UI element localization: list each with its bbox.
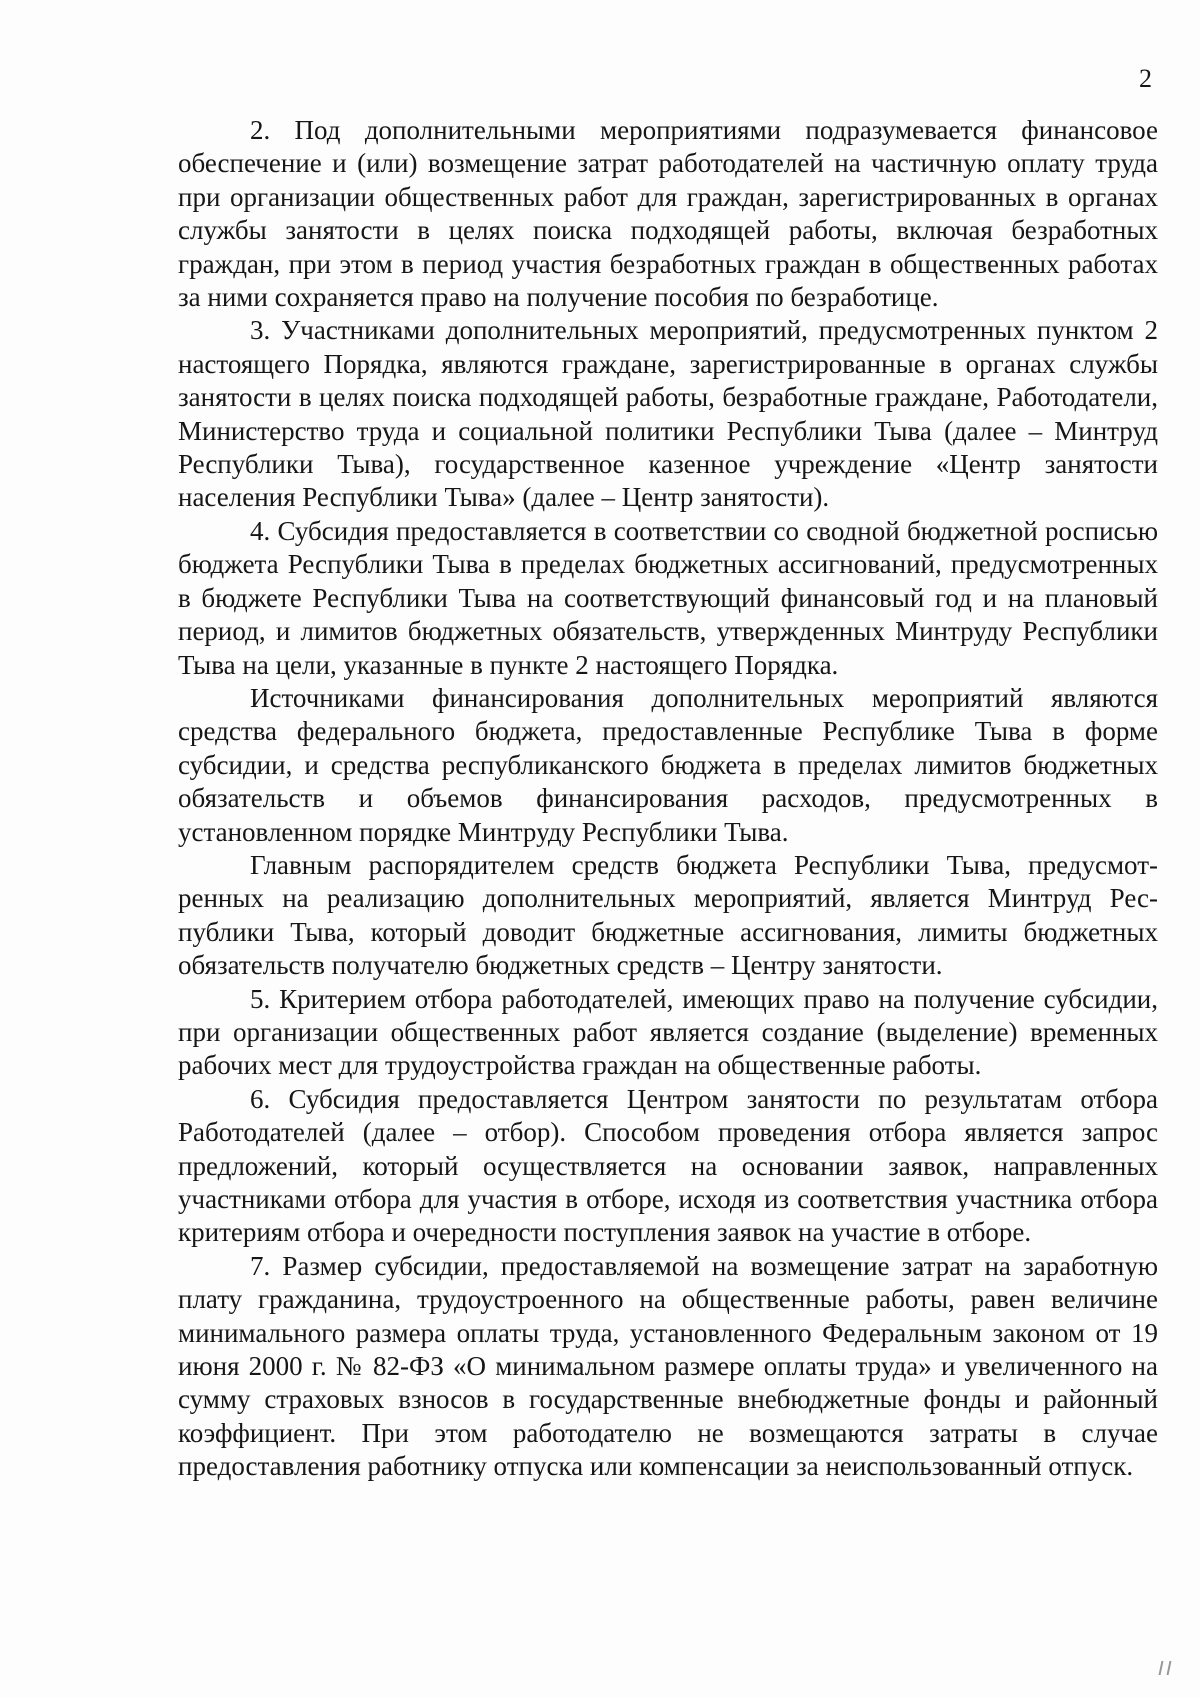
document-body bbox=[178, 114, 1158, 1484]
paragraph-item-5: 5. Критерием отбора работодателей, имеющих право на получение субсидии, при организации общественных работ является создание (выделение) временных рабочих мест для трудоустройства граждан на общественные работы. bbox=[178, 983, 1158, 1081]
paragraph-item-6: 6. Субсидия предоставляется Центром занятости по результатам отбора Работодателей (далее – отбор). Способом проведения отбора является запрос предложений, который осуществляется на основании заявок, направленных участниками отбора для участия в отборе, исходя из соответствия участника отбора критериям отбора и очередности поступления заявок на участие в отборе. bbox=[178, 1083, 1158, 1248]
page-number: 2 bbox=[1139, 64, 1152, 93]
paragraph-item-3: 3. Участниками дополнительных мероприятий, предусмотренных пунктом 2 настоящего Порядка, являются граждане, зарегистрированные в органах службы занятости в целях поиска подходящей работы, безработные граждане, Работодатели, Министерство труда и социальной политики Республики Тыва (далее – Минтруд Республики Тыва), государственное казенное учреждение «Центр занятости населения Республики Тыва» (далее – Центр занятости). bbox=[178, 315, 1158, 513]
scan-mark-icon bbox=[1159, 1661, 1172, 1675]
paragraph-funding-sources: Источниками финансирования дополнительных мероприятий являются средства федерального бюджета, предоставленные Республике Тыва в форме субсидии, и средства республиканского бюджета в пределах лимитов бюджетных обязательств и объемов финансирования расходов, предусмотренных в установленном порядке Минтруду Республики Тыва. bbox=[178, 682, 1158, 847]
paragraph-main-administrator: Главным распорядителем средств бюджета Республики Тыва, предусмотренных на реализацию дополнительных мероприятий, является Минтруд Республики Тыва, который доводит бюджетные ассигнования, лимиты бюджетных обязательств получателю бюджетных средств – Центру занятости. bbox=[178, 849, 1158, 981]
paragraph-item-2: 2. Под дополнительными мероприятиями подразумевается финансовое обеспечение и (или) возмещение затрат работодателей на частичную оплату труда при организации общественных работ для граждан, зарегистрированных в органах службы занятости в целях поиска подходящей работы, включая безработных граждан, при этом в период участия безработных граждан в общественных работах за ними сохраняется право на получение пособия по безработице. bbox=[178, 115, 1158, 313]
paragraph-item-7: 7. Размер субсидии, предоставляемой на возмещение затрат на заработную плату гражданина, трудоустроенного на общественные работы, равен величине минимального размера оплаты труда, установленного Федеральным законом от 19 июня 2000 г. № 82-ФЗ «О минимальном размере оплаты труда» и увеличенного на сумму страховых взносов в государственные внебюджетные фонды и районный коэффициент. При этом работодателю не возмещаются затраты в случае предоставления работнику отпуска или компенсации за неиспользованный отпуск. bbox=[178, 1250, 1158, 1482]
paragraph-item-4: 4. Субсидия предоставляется в соответствии со сводной бюджетной росписью бюджета Республики Тыва в пределах бюджетных ассигнований, предусмотренных в бюджете Республики Тыва на соответствующий финансовый год и на плановый период, и лимитов бюджетных обязательств, утвержденных Минтруду Республики Тыва на цели, указанные в пункте 2 настоящего Порядка. bbox=[178, 515, 1158, 680]
